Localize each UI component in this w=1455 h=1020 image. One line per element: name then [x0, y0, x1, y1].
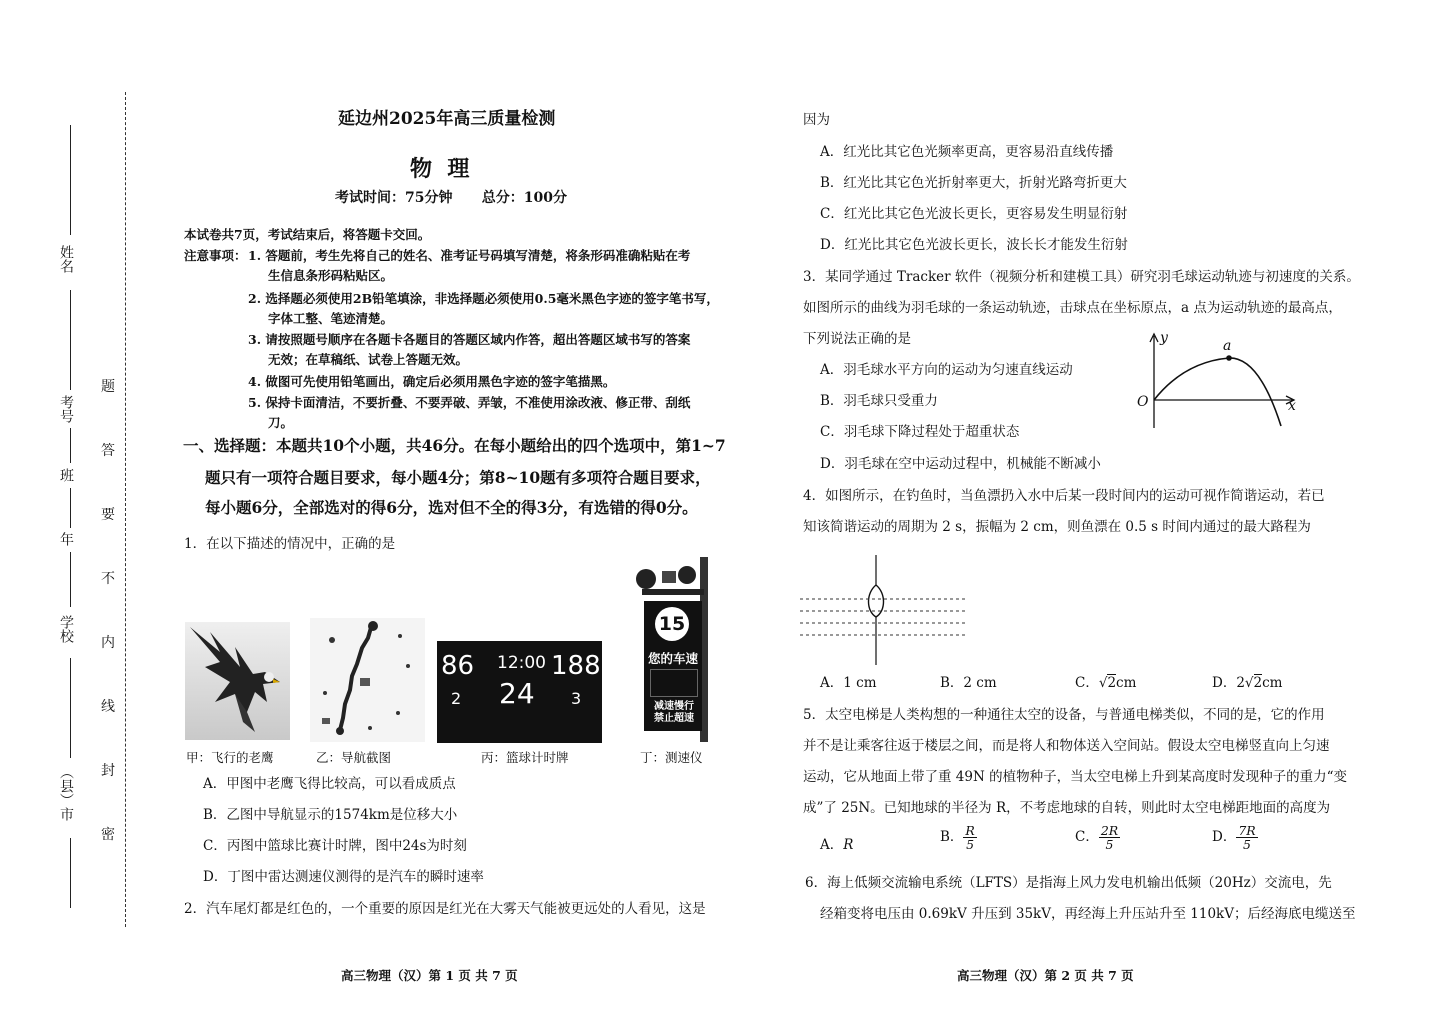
note-line: 4. 做图可先使用铅笔画出，确定后必须用黑色字迹的签字笔描黑。	[248, 374, 616, 389]
q3-option-c[interactable]: C．羽毛球下降过程处于超重状态	[820, 424, 1020, 440]
q4-line: 4．如图所示，在钓鱼时，当鱼漂扔入水中后某一段时间内的运动可视作简谐运动，若已	[803, 488, 1325, 504]
sqrt-icon: √	[1098, 675, 1108, 691]
grade-label: 年	[58, 532, 74, 546]
speed-number: 15	[655, 607, 689, 641]
city-label: （县）市	[58, 765, 74, 821]
caption-eagle: 甲：飞行的老鹰	[186, 750, 274, 765]
q4-c-unit: cm	[1116, 675, 1137, 691]
seal-char: 内	[101, 635, 115, 651]
speed-digits-frame	[650, 669, 698, 697]
q3-line: 3．某同学通过 Tracker 软件（视频分析和建模工具）研究羽毛球运动轨迹与初速度的关系。	[803, 269, 1360, 285]
q4-option-d[interactable]	[1212, 671, 1283, 691]
q5-line: 运动，它从地面上带了重 49N 的植物种子，当太空电梯上升到某高度时发现种子的重力“变	[803, 769, 1347, 785]
q5-c-letter: C．	[1075, 829, 1099, 846]
q2-option-d[interactable]: D．红光比其它色光波长更长，波长长才能发生衍射	[820, 237, 1128, 253]
speed-display	[644, 601, 702, 731]
q5-line: 并不是让乘客往返于楼层之间，而是将人和物体送入空间站。假设太空电梯竖直向上匀速	[803, 738, 1330, 754]
seal-char: 不	[101, 571, 115, 587]
speed-title: 您的车速	[648, 651, 699, 666]
note-line: 5. 保持卡面清洁，不要折叠、不要弄破、弄皱，不准使用涂改液、修正带、刮纸	[248, 395, 691, 410]
seal-line	[125, 92, 126, 927]
q3-option-b[interactable]: B．羽毛球只受重力	[820, 393, 938, 409]
class-label: 班	[58, 468, 74, 482]
q5-b-fraction	[963, 824, 976, 851]
class-line[interactable]	[70, 428, 71, 463]
caption-map: 乙：导航截图	[316, 750, 392, 765]
q5-b-letter: B．	[940, 829, 964, 846]
q2-option-a[interactable]: A．红光比其它色光频率更高，更容易沿直线传播	[820, 144, 1114, 160]
q5-b-den: 5	[966, 837, 975, 853]
period-right: 3	[571, 689, 582, 708]
score-right: 188	[551, 651, 601, 681]
q3-line: 下列说法正确的是	[803, 331, 911, 347]
seal-char: 要	[101, 507, 115, 523]
section-line: 每小题6分，全部选对的得6分，选对但不全的得3分，有选错的得0分。	[205, 498, 698, 517]
notice-label: 注意事项：	[184, 248, 247, 263]
q5-c-den: 5	[1105, 837, 1114, 853]
graph-origin-label: O	[1137, 394, 1149, 410]
q6-line: 6．海上低频交流输电系统（LFTS）是指海上风力发电机输出低频（20Hz）交流电，先	[805, 875, 1332, 891]
q6-line: 经箱变将电压由 0.69kV 升压到 35kV，再经海上升压站升至 110kV；后经海底电缆送至	[820, 906, 1356, 922]
seal-char: 答	[101, 443, 115, 459]
q5-c-num: 2R	[1100, 823, 1119, 838]
q5-c-fraction	[1099, 824, 1120, 851]
q4-line: 知该简谐运动的周期为 2 s，振幅为 2 cm，则鱼漂在 0.5 s 时间内通过的最大路程为	[803, 519, 1311, 535]
speed-line-2: 禁止超速	[654, 713, 694, 724]
note-line: 刀。	[268, 415, 294, 430]
exam-title: 延边州2025年高三质量检测	[338, 109, 556, 129]
seal-char: 密	[101, 827, 115, 843]
q2-continuation: 因为	[803, 112, 830, 128]
eagle-photo	[185, 622, 290, 740]
q5-line: 成”了 25N。已知地球的半径为 R，不考虑地球的自转，则此时太空电梯距地面的高度为	[803, 800, 1331, 816]
note-line: 2. 选择题必须使用2B铅笔填涂，非选择题必须使用0.5毫米黑色字迹的签字笔书写，	[248, 291, 719, 306]
q3-line: 如图所示的曲线为羽毛球的一条运动轨迹，击球点在坐标原点，a 点为运动轨迹的最高点，	[803, 300, 1342, 316]
sqrt-icon: √	[1244, 675, 1254, 691]
seal-text	[98, 355, 118, 867]
trajectory-graph	[1134, 330, 1304, 430]
q1-option-d[interactable]: D．丁图中雷达测速仪测得的是汽车的瞬时速率	[203, 869, 484, 885]
q5-option-a[interactable]	[820, 833, 853, 853]
city-line-2[interactable]	[70, 838, 71, 908]
school-label: 学校	[58, 615, 74, 643]
q3-option-a[interactable]: A．羽毛球水平方向的运动为匀速直线运动	[820, 362, 1073, 378]
q4-option-d-letter: D．	[1212, 675, 1237, 691]
note-line: 无效；在草稿纸、试卷上答题无效。	[268, 352, 469, 367]
name-line[interactable]	[70, 125, 71, 235]
q4-d-radicand: 2	[1253, 675, 1263, 691]
score-left: 86	[441, 651, 475, 681]
q2-stem: 2．汽车尾灯都是红色的，一个重要的原因是红光在大雾天气能被更远处的人看见，这是	[184, 901, 706, 917]
note-line: 字体工整、笔迹清楚。	[268, 311, 394, 326]
caption-scoreboard: 丙：篮球计时牌	[481, 750, 569, 765]
page-2-footer: 高三物理（汉）第 2 页 共 7 页	[957, 968, 1134, 983]
shot-clock: 24	[499, 677, 535, 710]
q5-b-num: R	[965, 823, 975, 838]
exam-no-label: 考号	[58, 395, 74, 423]
q4-d-unit: cm	[1262, 675, 1283, 691]
exam-no-line[interactable]	[70, 290, 71, 390]
q5-a-value: R	[843, 837, 854, 853]
q5-line: 5．太空电梯是人类构想的一种通往太空的设备，与普通电梯类似，不同的是，它的作用	[803, 707, 1325, 723]
q1-option-c[interactable]: C．丙图中篮球比赛计时牌，图中24s为时刻	[203, 838, 467, 854]
q4-d-coef: 2	[1236, 675, 1245, 691]
grade-line[interactable]	[70, 488, 71, 528]
q4-option-c[interactable]	[1075, 671, 1136, 691]
game-clock: 12:00	[497, 653, 546, 673]
intro: 本试卷共7页，考试结束后，将答题卡交回。	[184, 227, 431, 242]
q5-option-d[interactable]	[1212, 824, 1258, 851]
q1-option-b[interactable]: B．乙图中导航显示的1574km是位移大小	[203, 807, 458, 823]
school-line[interactable]	[70, 552, 71, 607]
subject-title: 物 理	[410, 156, 470, 182]
name-label: 姓名	[58, 245, 74, 273]
basketball-scoreboard	[437, 641, 602, 743]
q2-option-b[interactable]: B．红光比其它色光折射率更大，折射光路弯折更大	[820, 175, 1127, 191]
note-line: 1. 答题前，考生先将自己的姓名、准考证号码填写清楚，将条形码准确粘贴在考	[248, 248, 691, 263]
q5-d-letter: D．	[1212, 829, 1237, 846]
graph-y-label: y	[1160, 330, 1168, 346]
q3-option-d[interactable]: D．羽毛球在空中运动过程中，机械能不断减小	[820, 456, 1101, 472]
q4-option-c-letter: C．	[1075, 675, 1099, 691]
navigation-map	[310, 618, 425, 742]
graph-x-label: x	[1288, 398, 1296, 414]
speed-warning	[648, 701, 700, 725]
q5-d-fraction	[1236, 824, 1257, 851]
caption-radar: 丁：测速仪	[640, 750, 703, 765]
q5-option-c[interactable]	[1075, 824, 1120, 851]
seal-char: 线	[101, 699, 115, 715]
city-line[interactable]	[70, 658, 71, 758]
q2-option-c[interactable]: C．红光比其它色光波长更长，更容易发生明显衍射	[820, 206, 1128, 222]
q1-option-a[interactable]: A．甲图中老鹰飞得比较高，可以看成质点	[203, 776, 456, 792]
q4-option-a[interactable]: A．1 cm	[820, 675, 877, 691]
fishing-float-figure	[800, 555, 965, 665]
seal-char: 封	[101, 763, 115, 779]
page-1-footer: 高三物理（汉）第 1 页 共 7 页	[341, 968, 518, 983]
q5-d-den: 5	[1243, 837, 1251, 853]
period-left: 2	[451, 689, 462, 708]
note-line: 生信息条形码粘贴区。	[268, 268, 394, 283]
q5-d-num: 7R	[1238, 823, 1256, 838]
speed-line-1: 减速慢行	[654, 701, 694, 712]
q4-c-radicand: 2	[1107, 675, 1117, 691]
q4-option-b[interactable]: B．2 cm	[940, 675, 997, 691]
exam-info: 考试时间：75分钟 总分：100分	[335, 190, 567, 206]
q5-option-b[interactable]	[940, 824, 977, 851]
q5-a-letter: A．	[820, 837, 844, 853]
section-line: 题只有一项符合题目要求，每小题4分；第8~10题有多项符合题目要求，	[205, 468, 711, 487]
seal-char: 题	[101, 379, 115, 395]
q1-stem: 1．在以下描述的情况中，正确的是	[184, 536, 396, 552]
section-line: 一、选择题：本题共10个小题，共46分。在每小题给出的四个选项中，第1~7	[183, 436, 726, 455]
speed-radar	[632, 557, 712, 742]
graph-point-a: a	[1223, 338, 1232, 354]
note-line: 3. 请按照题号顺序在各题卡各题目的答题区域内作答，超出答题区域书写的答案	[248, 332, 691, 347]
